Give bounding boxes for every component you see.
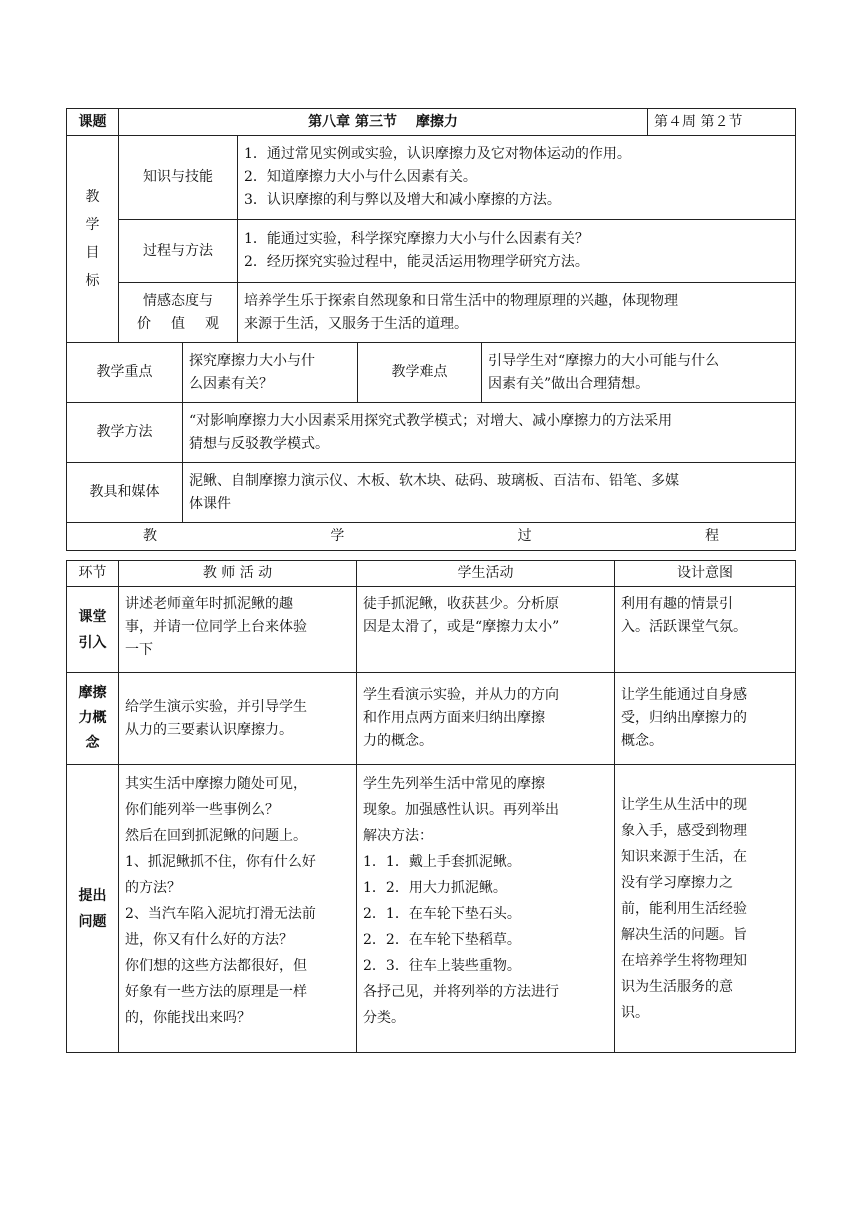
teacher-cell: 其实生活中摩擦力随处可见， 你们能列举一些事例么？ 然后在回到抓泥鳅的问题上。 1、抓泥鳅抓不住，你有什么好 的方法？ 2、当汽车陷入泥坑打滑无法前 进，你又有什么好的方法？ 你们想的这些方法都很好，但 好象有一些方法的原理是一样 的，你能找出来吗？ bbox=[119, 765, 357, 1053]
emotion-label: 情感态度与 价 值 观 bbox=[119, 283, 238, 343]
student-cell: 徒手抓泥鳅，收获甚少。分析原 因是太滑了，或是“摩擦力太小” bbox=[357, 587, 615, 673]
stage-cell: 课堂 引入 bbox=[67, 587, 119, 673]
lesson-title: 第八章 第三节 摩擦力 bbox=[119, 109, 648, 136]
difficulty-label: 教学难点 bbox=[358, 343, 482, 403]
table-row bbox=[67, 587, 796, 673]
col-student: 学生活动 bbox=[357, 561, 615, 587]
objectives-label: 教 学 目 标 bbox=[67, 136, 119, 343]
key-points-content: 探究摩擦力大小与什 么因素有关？ bbox=[183, 343, 358, 403]
col-design: 设计意图 bbox=[615, 561, 796, 587]
process-table bbox=[66, 560, 796, 1053]
lesson-plan-upper-table bbox=[66, 108, 796, 551]
table-row bbox=[67, 765, 796, 1053]
week-info: 第４周 第２节 bbox=[648, 109, 796, 136]
process-label: 过程与方法 bbox=[119, 220, 238, 283]
knowledge-label: 知识与技能 bbox=[119, 136, 238, 220]
col-stage: 环节 bbox=[67, 561, 119, 587]
design-cell: 让学生能通过自身感 受，归纳出摩擦力的 概念。 bbox=[615, 673, 796, 765]
method-content: “对影响摩擦力大小因素采用探究式教学模式；对增大、减小摩擦力的方法采用 猜想与反驳教学模式。 bbox=[183, 403, 796, 463]
teacher-cell: 讲述老师童年时抓泥鳅的趣 事，并请一位同学上台来体验 一下 bbox=[119, 587, 357, 673]
process-content: 1．能通过实验，科学探究摩擦力大小与什么因素有关？ 2．经历探究实验过程中，能灵活运用物理学研究方法。 bbox=[238, 220, 796, 283]
student-cell: 学生看演示实验，并从力的方向 和作用点两方面来归纳出摩擦 力的概念。 bbox=[357, 673, 615, 765]
table-row bbox=[67, 673, 796, 765]
emotion-content: 培养学生乐于探索自然现象和日常生活中的物理原理的兴趣，体现物理 来源于生活，又服务于生活的道理。 bbox=[238, 283, 796, 343]
process-title: 教 学 过 程 bbox=[67, 523, 796, 551]
media-label: 教具和媒体 bbox=[67, 463, 183, 523]
difficulty-content: 引导学生对“摩擦力的大小可能与什么 因素有关”做出合理猜想。 bbox=[482, 343, 796, 403]
col-teacher: 教 师 活 动 bbox=[119, 561, 357, 587]
course-label: 课题 bbox=[67, 109, 119, 136]
stage-cell: 摩擦 力概 念 bbox=[67, 673, 119, 765]
design-cell: 利用有趣的情景引 入。活跃课堂气氛。 bbox=[615, 587, 796, 673]
stage-cell: 提出 问题 bbox=[67, 765, 119, 1053]
design-cell: 让学生从生活中的现 象入手，感受到物理 知识来源于生活，在 没有学习摩擦力之 前，能利用生活经验 解决生活的问题。旨 在培养学生将物理知 识为生活服务的意 识。 bbox=[615, 765, 796, 1053]
media-content: 泥鳅、自制摩擦力演示仪、木板、软木块、砝码、玻璃板、百洁布、铅笔、多媒 体课件 bbox=[183, 463, 796, 523]
key-points-label: 教学重点 bbox=[67, 343, 183, 403]
student-cell: 学生先列举生活中常见的摩擦 现象。加强感性认识。再列举出 解决方法： 1．1．戴上手套抓泥鳅。 1．2．用大力抓泥鳅。 2．1．在车轮下垫石头。 2．2．在车轮下垫稻草。 2．3．往车上装些重物。 各抒己见，并将列举的方法进行 分类。 bbox=[357, 765, 615, 1053]
teacher-cell: 给学生演示实验，并引导学生 从力的三要素认识摩擦力。 bbox=[119, 673, 357, 765]
knowledge-content: 1．通过常见实例或实验，认识摩擦力及它对物体运动的作用。 2．知道摩擦力大小与什么因素有关。 3．认识摩擦的利与弊以及增大和减小摩擦的方法。 bbox=[238, 136, 796, 220]
method-label: 教学方法 bbox=[67, 403, 183, 463]
